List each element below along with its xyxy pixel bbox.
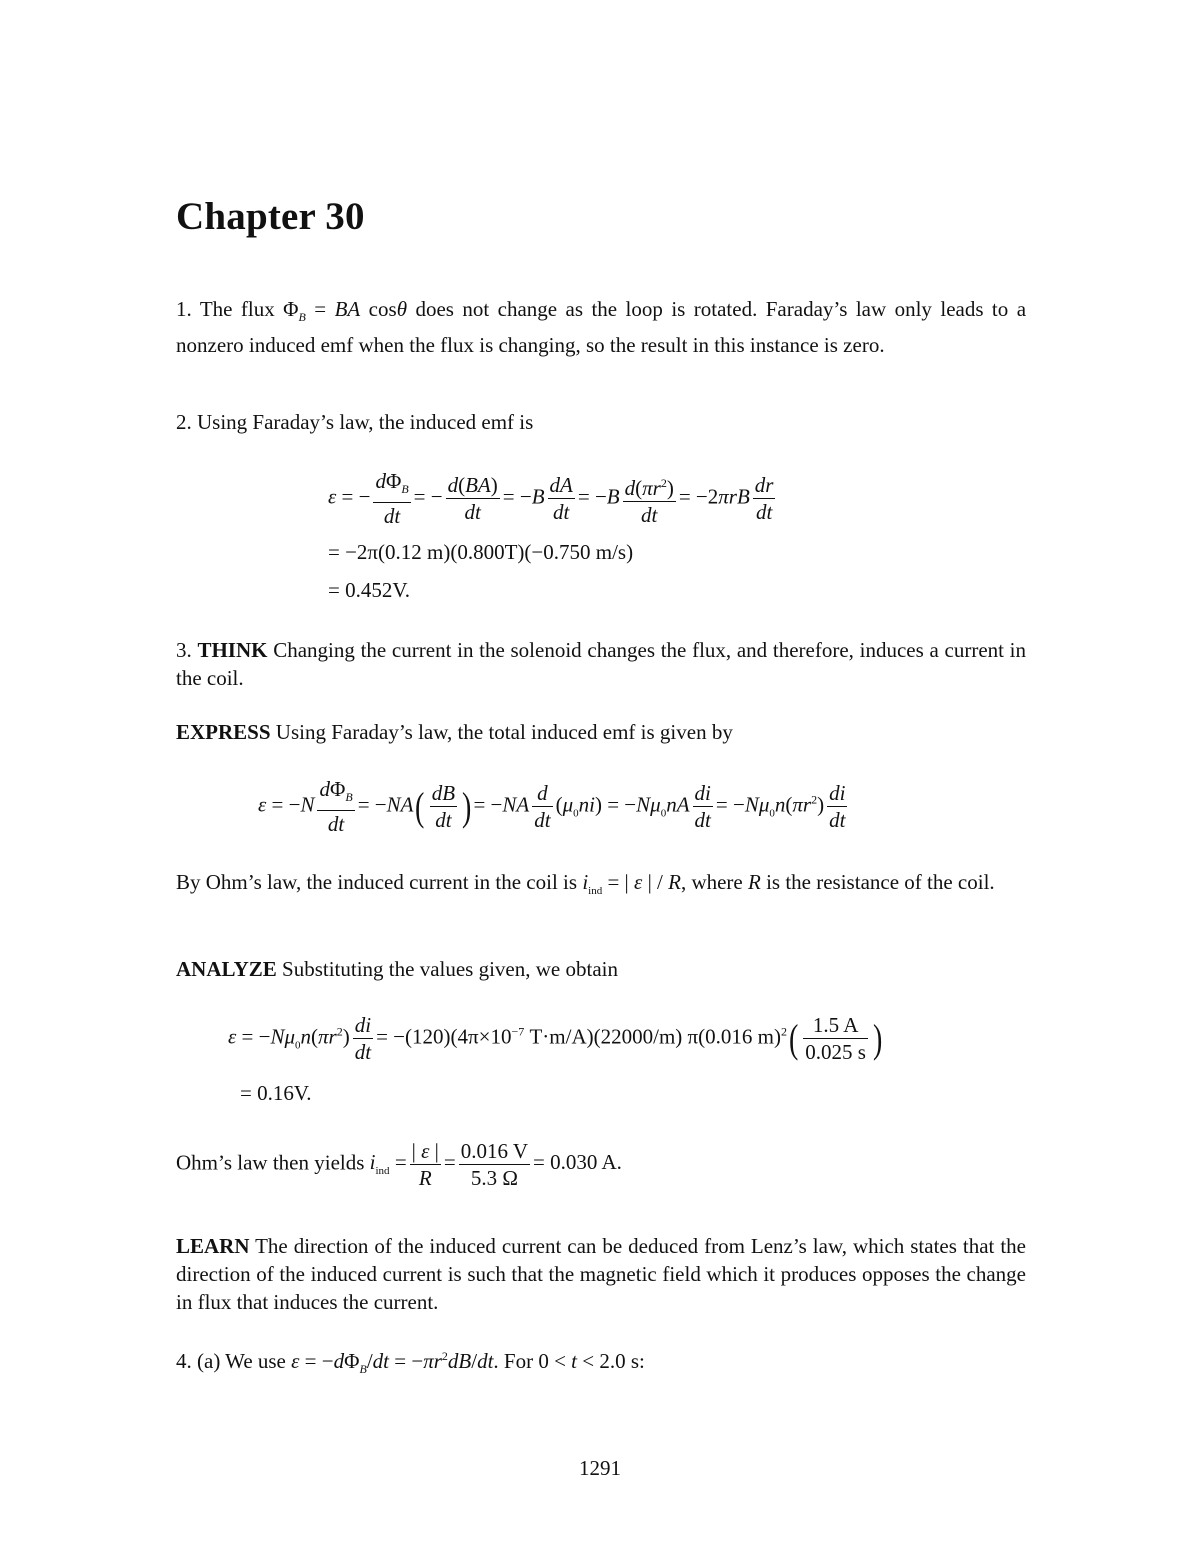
express-equation: ε = −N $\frac{d\Phi_B}{dt}$ = −NA( $\frac{dB}{dt}$ )= −NA $\frac{d}{dt}$ $(\mu_0ni) = -N\mu_0nA$ $\frac{di}{dt}$ = $-N\mu_0n(\pi r^2)$ $\frac{di}{dt}$ (258, 777, 846, 837)
ohm-law-paragraph (176, 868, 1026, 905)
problem-1-formula: $\Phi_B$ = BA cosθ (283, 297, 408, 325)
express-label: EXPRESS (176, 720, 271, 744)
problem-2-equation-line-2: = −2π(0.12 m)(0.800T)(−0.750 m/s) (328, 540, 634, 564)
ohm-r: R (748, 870, 761, 894)
analyze-label: ANALYZE (176, 957, 277, 981)
learn-paragraph (176, 1232, 1026, 1316)
analyze-text: Substituting the values given, we obtain (282, 957, 618, 981)
problem-1-text-a: The flux (199, 297, 275, 321)
think-text: Changing the current in the solenoid changes the flux, and therefore, induces a current in the coil. (176, 638, 1027, 690)
chapter-title: Chapter 30 (176, 195, 365, 238)
analyze-equation: $\varepsilon = -N\mu_0n(\pi r^2)$ $\frac{di}{dt}$ = $-(120)(4\pi\times 10^{-7}$ T·m/A)(22000/m) π(0.016 m)$^2$( $\frac{1.5 A}{0.025 s}$ ) (228, 1013, 883, 1064)
problem-2-intro: 2. Using Faraday’s law, the induced emf is (176, 410, 534, 434)
analyze-paragraph (176, 955, 1026, 983)
page-number: 1291 (579, 1456, 621, 1480)
ohm-text-c: is the resistance of the coil. (766, 870, 995, 894)
analyze-result: = 0.16V. (240, 1081, 312, 1105)
express-paragraph (176, 718, 1026, 746)
ohm-yields-text: Ohm’s law then yields (176, 1150, 365, 1175)
problem-3-number: 3. (176, 638, 192, 662)
problem-1-number: 1. (176, 297, 192, 321)
problem-3-think-paragraph (176, 636, 1026, 692)
ohm-formula: $i_{ind}$ = | ε | / R, (582, 870, 687, 898)
express-text: Using Faraday’s law, the total induced emf is given by (275, 720, 733, 744)
think-label: THINK (197, 638, 268, 662)
problem-1-text-b: does not change as the loop is rotated. Faraday’s law only leads to a nonzero induced emf when the flux is changing, so the result in this instance is zero. (176, 297, 1027, 358)
ohm-yields-equation: $i_{ind}$ = $\frac{| \varepsilon |}{R}$ = $\frac{0.016 V}{5.3 \Omega}$ = 0.030 A. (369, 1139, 622, 1190)
problem-2-equation-line-3: = 0.452V. (328, 578, 411, 602)
ohm-yields-line (176, 1138, 622, 1191)
problem-1-paragraph (176, 295, 1026, 359)
problem-4-paragraph: 4. (a) We use $\varepsilon = -d\Phi_B/dt = -\pi r^2dB/dt$. For 0 < t < 2.0 s: (176, 1349, 645, 1377)
learn-text: The direction of the induced current can be deduced from Lenz’s law, which states that the direction of the induced current is such that the magnetic field which it produces opposes the change in flux that induces the current. (176, 1234, 1026, 1314)
ohm-text-a: By Ohm’s law, the induced current in the coil is (176, 870, 578, 894)
problem-2-equation-line-1: ε = − $\frac{d\Phi_B}{dt}$ = − $\frac{d(BA)}{dt}$ = −B $\frac{dA}{dt}$ = −B $\frac{d(\pi r^2)}{dt}$ = −2πrB $\frac{dr}{dt}$ (328, 469, 774, 529)
learn-label: LEARN (176, 1234, 250, 1258)
ohm-text-b: where (691, 870, 743, 894)
